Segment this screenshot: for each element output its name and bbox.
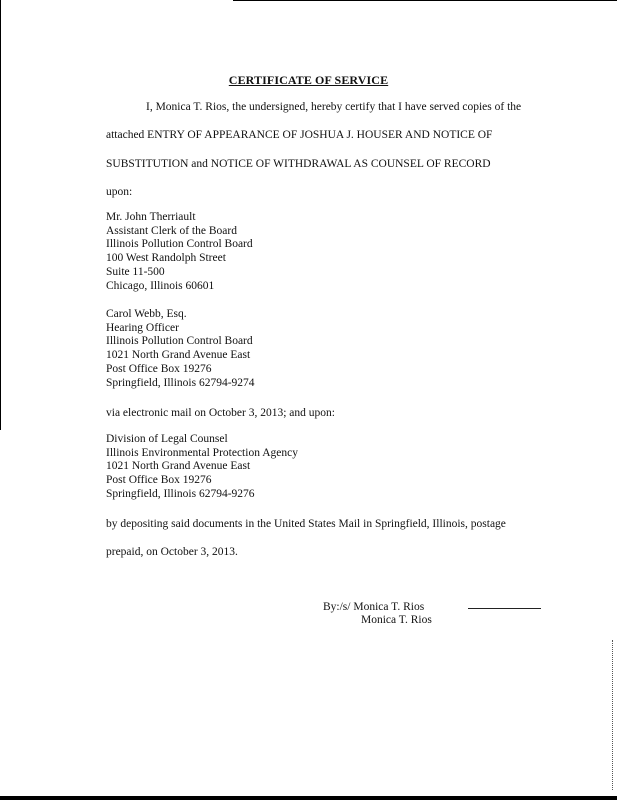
address-line: 1021 North Grand Avenue East (106, 349, 251, 362)
recipient-block-hearing-officer (106, 308, 255, 390)
address-line: 100 West Randolph Street (106, 252, 226, 265)
address-line: Division of Legal Counsel (106, 433, 228, 445)
scan-edge-top (233, 0, 617, 1)
address-line: Springfield, Illinois 62794-9274 (106, 376, 255, 389)
intro-line-4: upon: (106, 186, 133, 198)
intro-line-1: I, Monica T. Rios, the undersigned, hereby certify that I have served copies of the (146, 101, 522, 113)
address-line: Suite 11-500 (106, 265, 165, 278)
address-line: Hearing Officer (106, 321, 179, 334)
address-line: Post Office Box 19276 (106, 474, 212, 487)
address-line: 1021 North Grand Avenue East (106, 460, 251, 473)
recipient-block-legal-counsel (106, 433, 298, 502)
scan-edge-right (612, 640, 614, 790)
address-line: Illinois Pollution Control Board (106, 335, 253, 348)
address-line: Mr. John Therriault (106, 211, 196, 223)
signature-rule (468, 608, 541, 609)
signature-name: Monica T. Rios (361, 614, 432, 626)
address-line: Carol Webb, Esq. (106, 308, 187, 320)
closing-line-1: by depositing said documents in the United States Mail in Springfield, Illinois, postage (106, 518, 506, 530)
signature-by-line: By:/s/ Monica T. Rios (323, 601, 425, 613)
scan-edge-bottom (0, 796, 617, 800)
closing-line-2: prepaid, on October 3, 2013. (106, 546, 238, 558)
via-email-line: via electronic mail on October 3, 2013; and upon: (106, 407, 335, 419)
intro-line-3: SUBSTITUTION and NOTICE OF WITHDRAWAL AS COUNSEL OF RECORD (106, 158, 491, 170)
address-line: Chicago, Illinois 60601 (106, 279, 215, 292)
address-line: Illinois Environmental Protection Agency (106, 446, 298, 459)
scan-edge-left (0, 0, 1, 430)
intro-line-2: attached ENTRY OF APPEARANCE OF JOSHUA J. HOUSER AND NOTICE OF (106, 129, 493, 141)
address-line: Post Office Box 19276 (106, 362, 212, 375)
address-line: Illinois Pollution Control Board (106, 238, 253, 251)
recipient-block-board-clerk (106, 211, 253, 293)
document-title: CERTIFICATE OF SERVICE (228, 73, 389, 87)
address-line: Assistant Clerk of the Board (106, 224, 237, 237)
address-line: Springfield, Illinois 62794-9276 (106, 487, 255, 500)
